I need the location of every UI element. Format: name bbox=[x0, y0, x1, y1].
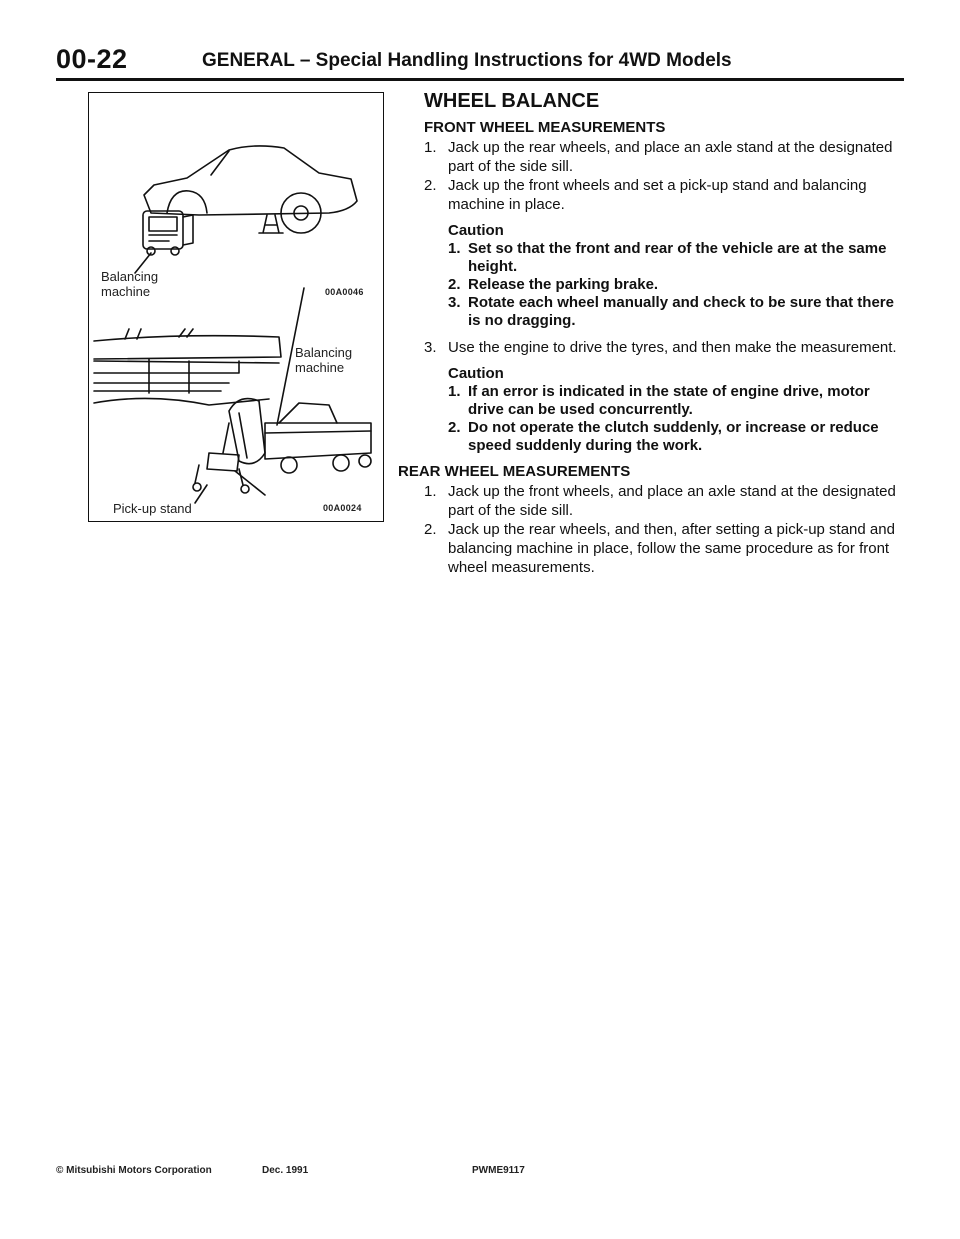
caution-2-item-1: 1. If an error is indicated in the state of engine drive, motor drive can be used concurrently. bbox=[448, 383, 870, 418]
page-header bbox=[56, 44, 904, 78]
caution-title-2: Caution bbox=[448, 365, 504, 382]
figure-label-pickup-stand: Pick-up stand bbox=[113, 501, 192, 516]
footer-copyright: © Mitsubishi Motors Corporation bbox=[56, 1165, 212, 1176]
figure-code-top: 00A0046 bbox=[325, 287, 364, 297]
rear-step-2: 2. Jack up the rear wheels, and then, after setting a pick-up stand and balancing machine in place, follow the same procedure as for front wheel measurements. bbox=[424, 521, 895, 576]
instructions-content bbox=[398, 90, 904, 577]
figure-label-machine-top: machine bbox=[101, 284, 151, 299]
caution-2-item-2: 2. Do not operate the clutch suddenly, or increase or reduce speed suddenly during the work. bbox=[448, 419, 879, 454]
rear-step-1: 1. Jack up the front wheels, and place an axle stand at the designated part of the side sill. bbox=[424, 483, 896, 519]
wheel-balance-illustration bbox=[89, 93, 385, 523]
footer-date: Dec. 1991 bbox=[262, 1165, 309, 1176]
caution-1-item-1: 1. Set so that the front and rear of the vehicle are at the same height. bbox=[448, 240, 887, 275]
header-rule bbox=[56, 78, 904, 81]
front-wheel-heading: FRONT WHEEL MEASUREMENTS bbox=[424, 119, 666, 136]
caution-1-item-2: 2. Release the parking brake. bbox=[448, 276, 659, 293]
page-title: GENERAL – Special Handling Instructions for 4WD Models bbox=[202, 50, 732, 71]
car-side-view-drawing bbox=[135, 146, 357, 273]
section-title: WHEEL BALANCE bbox=[424, 90, 600, 112]
pickup-stand-drawing bbox=[94, 288, 371, 503]
front-step-1: 1. Jack up the rear wheels, and place an axle stand at the designated part of the side sill. bbox=[424, 139, 893, 175]
front-step-2: 2. Jack up the front wheels and set a pick-up stand and balancing machine in place. bbox=[424, 177, 867, 213]
figure-label-balancing-bottom: Balancing bbox=[295, 345, 353, 360]
figure-code-bottom: 00A0024 bbox=[323, 503, 362, 513]
figure-label-machine-bottom: machine bbox=[295, 360, 345, 375]
figure-panel bbox=[88, 92, 384, 522]
caution-1-item-3: 3. Rotate each wheel manually and check to be sure that there is no dragging. bbox=[448, 294, 894, 329]
page-number: 00-22 bbox=[56, 44, 128, 74]
caution-title-1: Caution bbox=[448, 222, 504, 239]
front-step-3: 3. Use the engine to drive the tyres, and then make the measurement. bbox=[424, 339, 897, 356]
figure-label-balancing-top: Balancing bbox=[101, 269, 159, 284]
footer-code: PWME9117 bbox=[472, 1165, 525, 1176]
rear-wheel-heading: REAR WHEEL MEASUREMENTS bbox=[398, 463, 631, 480]
